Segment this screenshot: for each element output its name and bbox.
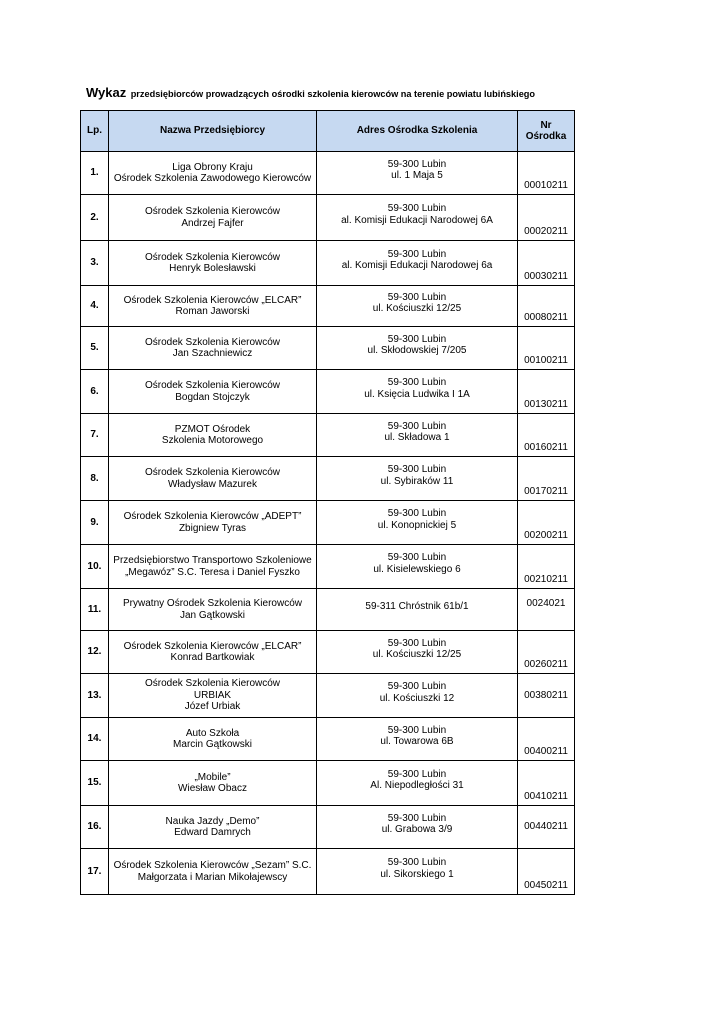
address-line: 59-300 Lubin	[387, 768, 447, 780]
name-line: Bogdan Stojczyk	[175, 391, 250, 403]
name-line: „Megawóz” S.C. Teresa i Daniel Fyszko	[125, 566, 300, 578]
table-row	[81, 718, 575, 761]
table-row	[81, 631, 575, 674]
address-line: ul. Kościuszki 12/25	[372, 649, 462, 660]
entrepreneur-name	[109, 457, 317, 501]
address-line: 59-300 Lubin	[387, 724, 447, 736]
name-line: Konrad Bartkowiak	[170, 652, 255, 663]
entrepreneur-name	[109, 545, 317, 589]
address-line: 59-300 Lubin	[387, 291, 447, 303]
name-line: Ośrodek Szkolenia Zawodowego Kierowców	[113, 173, 312, 184]
address-line: ul. 1 Maja 5	[391, 170, 443, 181]
school-address	[317, 370, 518, 414]
address-line: ul. Składowa 1	[384, 432, 450, 443]
name-line: Jan Gątkowski	[179, 609, 246, 621]
school-number: 00210211	[518, 545, 575, 589]
address-line: 59-300 Lubin	[387, 377, 447, 388]
name-line: Ośrodek Szkolenia Kierowców „ELCAR”	[123, 294, 302, 306]
name-line: Małgorzata i Marian Mikołajewscy	[137, 871, 288, 883]
address-line: 59-300 Lubin	[387, 681, 447, 692]
school-number: 00200211	[518, 501, 575, 545]
header-name: Nazwa Przedsiębiorcy	[109, 111, 317, 152]
header-nr-line1: Nr	[540, 119, 552, 131]
table-row	[81, 327, 575, 370]
table-row	[81, 370, 575, 414]
name-line: Szkolenia Motorowego	[161, 435, 264, 446]
school-number: 00010211	[518, 152, 575, 195]
school-number: 00160211	[518, 414, 575, 457]
address-line: ul. Kościuszki 12/25	[372, 303, 462, 314]
school-number: 00380211	[518, 674, 575, 718]
row-number: 16.	[81, 806, 109, 849]
row-number: 6.	[81, 370, 109, 414]
school-number: 00080211	[518, 286, 575, 327]
table-row	[81, 286, 575, 327]
entrepreneur-name	[109, 718, 317, 761]
name-line: Andrzej Fajfer	[181, 217, 244, 229]
row-number: 2.	[81, 195, 109, 241]
table-row	[81, 501, 575, 545]
name-line: Marcin Gątkowski	[173, 739, 252, 750]
row-number: 3.	[81, 241, 109, 286]
school-address	[317, 501, 518, 545]
address-line: al. Komisji Edukacji Narodowej 6a	[341, 260, 493, 271]
name-line: Zbigniew Tyras	[178, 522, 247, 534]
entrepreneur-name	[109, 674, 317, 718]
address-line: 59-300 Lubin	[387, 248, 447, 260]
address-line: 59-300 Lubin	[387, 203, 447, 214]
row-number: 11.	[81, 589, 109, 631]
row-number: 14.	[81, 718, 109, 761]
row-number: 1.	[81, 152, 109, 195]
name-line: Ośrodek Szkolenia Kierowców „ADEPT”	[123, 511, 302, 522]
header-lp: Lp.	[81, 111, 109, 152]
name-line: Józef Urbiak	[184, 701, 241, 713]
name-line: Ośrodek Szkolenia Kierowców	[144, 380, 281, 391]
title-rest: przedsiębiorców prowadzących ośrodki szkolenia kierowców na terenie powiatu lubińskiego	[130, 89, 536, 99]
title-lead: Wykaz	[86, 85, 127, 100]
entrepreneur-name	[109, 501, 317, 545]
school-number: 00020211	[518, 195, 575, 241]
address-line: ul. Konopnickiej 5	[377, 519, 457, 531]
table-row	[81, 414, 575, 457]
table-row	[81, 674, 575, 718]
header-address: Adres Ośrodka Szkolenia	[317, 111, 518, 152]
table-body	[81, 152, 575, 895]
entrepreneur-name	[109, 152, 317, 195]
name-line: Jan Szachniewicz	[172, 348, 253, 359]
address-line: al. Komisji Edukacji Narodowej 6A	[341, 214, 493, 226]
table-row	[81, 195, 575, 241]
school-address	[317, 195, 518, 241]
name-line: URBIAK	[193, 689, 232, 701]
name-line: Władysław Mazurek	[168, 478, 257, 490]
school-address	[317, 631, 518, 674]
school-address	[317, 674, 518, 718]
school-address	[317, 241, 518, 286]
row-number: 9.	[81, 501, 109, 545]
school-address	[317, 327, 518, 370]
entrepreneur-name	[109, 589, 317, 631]
row-number: 7.	[81, 414, 109, 457]
row-number: 8.	[81, 457, 109, 501]
school-address	[317, 414, 518, 457]
address-line: 59-300 Lubin	[387, 464, 447, 475]
school-number: 00450211	[518, 849, 575, 895]
row-number: 13.	[81, 674, 109, 718]
address-line: ul. Skłodowskiej 7/205	[367, 345, 467, 356]
entrepreneur-name	[109, 806, 317, 849]
school-address	[317, 545, 518, 589]
school-address	[317, 849, 518, 895]
name-line: Roman Jaworski	[175, 306, 250, 317]
name-line: Ośrodek Szkolenia Kierowców „ELCAR”	[123, 640, 302, 652]
address-line: ul. Kościuszki 12	[379, 692, 455, 704]
entrepreneur-name	[109, 631, 317, 674]
row-number: 4.	[81, 286, 109, 327]
entrepreneur-name	[109, 195, 317, 241]
school-address	[317, 152, 518, 195]
entrepreneur-name	[109, 761, 317, 806]
name-line: Ośrodek Szkolenia Kierowców	[144, 678, 281, 690]
name-line: Ośrodek Szkolenia Kierowców	[144, 206, 281, 217]
entrepreneur-name	[109, 849, 317, 895]
address-line: 59-300 Lubin	[387, 508, 447, 519]
school-number: 0024021	[518, 589, 575, 631]
address-line: 59-300 Lubin	[387, 158, 447, 170]
address-line: 59-300 Lubin	[387, 552, 447, 563]
schools-table	[80, 110, 575, 895]
school-number: 00410211	[518, 761, 575, 806]
school-address	[317, 286, 518, 327]
school-number: 00100211	[518, 327, 575, 370]
address-line: ul. Księcia Ludwika I 1A	[364, 388, 470, 400]
name-line: Ośrodek Szkolenia Kierowców	[144, 251, 281, 263]
school-number: 00400211	[518, 718, 575, 761]
address-line: 59-300 Lubin	[387, 420, 447, 432]
row-number: 12.	[81, 631, 109, 674]
table-row	[81, 761, 575, 806]
address-line: ul. Kisielewskiego 6	[373, 563, 461, 575]
name-line: Edward Damrych	[174, 827, 251, 838]
name-line: Nauka Jazdy „Demo”	[165, 815, 260, 827]
entrepreneur-name	[109, 414, 317, 457]
school-number: 00260211	[518, 631, 575, 674]
address-line: 59-300 Lubin	[387, 637, 447, 649]
school-number: 00170211	[518, 457, 575, 501]
school-address	[317, 718, 518, 761]
table-row	[81, 545, 575, 589]
table-header-row	[81, 111, 575, 152]
address-line: 59-300 Lubin	[387, 333, 447, 345]
school-address	[317, 761, 518, 806]
name-line: Prywatny Ośrodek Szkolenia Kierowców	[123, 598, 302, 609]
address-line: ul. Towarowa 6B	[380, 736, 454, 747]
address-line: ul. Sybiraków 11	[380, 475, 454, 487]
table-row	[81, 152, 575, 195]
name-line: Ośrodek Szkolenia Kierowców	[144, 467, 281, 478]
table-row	[81, 806, 575, 849]
name-line: Ośrodek Szkolenia Kierowców	[144, 336, 281, 348]
row-number: 5.	[81, 327, 109, 370]
school-number: 00440211	[518, 806, 575, 849]
school-number: 00130211	[518, 370, 575, 414]
row-number: 17.	[81, 849, 109, 895]
name-line: Henryk Bolesławski	[169, 263, 256, 274]
address-line: 59-300 Lubin	[387, 857, 447, 868]
address-line: 59-300 Lubin	[387, 812, 447, 824]
name-line: Wiesław Obacz	[178, 783, 247, 794]
address-line: ul. Grabowa 3/9	[381, 824, 453, 835]
school-address	[317, 806, 518, 849]
name-line: Liga Obrony Kraju	[172, 161, 253, 173]
table-row	[81, 241, 575, 286]
header-nr-line2: Ośrodka	[525, 131, 567, 142]
name-line: Ośrodek Szkolenia Kierowców „Sezam” S.C.	[113, 860, 312, 871]
row-number: 15.	[81, 761, 109, 806]
table-row	[81, 457, 575, 501]
document-title	[86, 84, 535, 102]
name-line: „Mobile”	[194, 771, 231, 783]
table-row	[81, 849, 575, 895]
entrepreneur-name	[109, 241, 317, 286]
address-line: ul. Sikorskiego 1	[380, 868, 454, 880]
school-address	[317, 457, 518, 501]
school-number: 00030211	[518, 241, 575, 286]
entrepreneur-name	[109, 286, 317, 327]
name-line: PZMOT Ośrodek	[174, 423, 251, 435]
name-line: Przedsiębiorstwo Transportowo Szkoleniowe	[113, 555, 312, 566]
table-row	[81, 589, 575, 631]
entrepreneur-name	[109, 370, 317, 414]
row-number: 10.	[81, 545, 109, 589]
school-address	[317, 589, 518, 631]
entrepreneur-name	[109, 327, 317, 370]
name-line: Auto Szkoła	[185, 727, 240, 739]
address-line: 59-311 Chróstnik 61b/1	[365, 600, 469, 612]
address-line: Al. Niepodległości 31	[370, 780, 464, 791]
header-nr	[518, 111, 575, 152]
